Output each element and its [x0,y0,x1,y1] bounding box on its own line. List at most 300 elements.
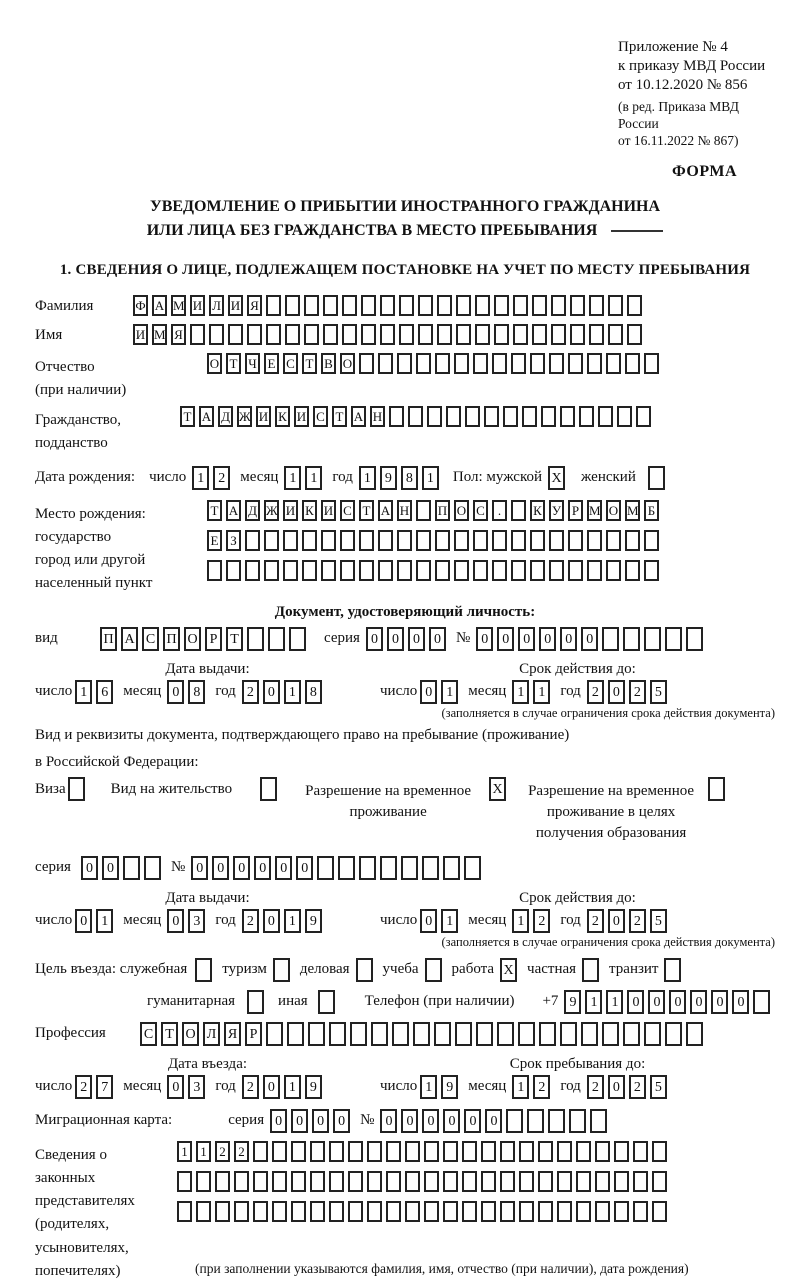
form-cell[interactable]: 9 [305,1075,322,1099]
form-cell[interactable] [481,1171,496,1192]
form-cell[interactable]: 1 [422,466,439,490]
form-cell[interactable] [253,1201,268,1222]
form-cell[interactable]: 2 [242,680,259,704]
form-cell[interactable] [289,627,306,651]
form-cell[interactable]: 0 [485,1109,502,1133]
form-cell[interactable] [625,353,640,374]
form-cell[interactable]: Д [218,406,233,427]
form-cell[interactable]: М [625,500,640,521]
form-cell[interactable] [196,1201,211,1222]
form-cell[interactable]: 0 [608,1075,625,1099]
form-cell[interactable]: Т [359,500,374,521]
form-cell[interactable]: 0 [263,680,280,704]
form-cell[interactable] [310,1171,325,1192]
form-cell[interactable] [272,1141,287,1162]
form-cell[interactable] [291,1201,306,1222]
form-cell[interactable] [462,1141,477,1162]
form-cell[interactable]: 1 [284,466,301,490]
form-cell[interactable]: 0 [75,909,92,933]
form-cell[interactable]: 0 [387,627,404,651]
form-cell[interactable] [503,406,518,427]
form-cell[interactable] [291,1141,306,1162]
form-cell[interactable]: И [294,406,309,427]
form-cell[interactable] [392,1022,409,1046]
form-cell[interactable] [434,1022,451,1046]
form-cell[interactable]: 1 [96,909,113,933]
form-cell[interactable] [302,560,317,581]
form-cell[interactable] [464,856,481,880]
form-cell[interactable]: Ф [133,295,148,316]
form-cell[interactable] [424,1141,439,1162]
form-cell[interactable] [511,530,526,551]
form-cell[interactable] [209,324,224,345]
form-cell[interactable] [608,324,623,345]
form-cell[interactable] [519,1141,534,1162]
form-cell[interactable]: 0 [254,856,271,880]
form-cell[interactable] [500,1171,515,1192]
form-cell[interactable] [359,856,376,880]
form-cell[interactable] [413,1022,430,1046]
form-cell[interactable] [397,560,412,581]
form-cell[interactable]: С [142,627,159,651]
form-cell[interactable] [443,856,460,880]
form-cell[interactable]: 0 [518,627,535,651]
form-cell[interactable] [247,627,264,651]
form-cell[interactable]: 1 [284,680,301,704]
form-cell[interactable]: 9 [441,1075,458,1099]
form-cell[interactable]: 0 [296,856,313,880]
form-cell[interactable]: О [184,627,201,651]
form-cell[interactable]: 2 [629,1075,646,1099]
form-cell[interactable] [568,353,583,374]
form-cell[interactable] [329,1201,344,1222]
form-cell[interactable] [456,295,471,316]
form-cell[interactable]: X [548,466,565,490]
form-cell[interactable] [435,560,450,581]
form-cell[interactable] [418,295,433,316]
form-cell[interactable]: С [313,406,328,427]
form-cell[interactable] [329,1022,346,1046]
form-cell[interactable] [318,990,335,1014]
form-cell[interactable]: П [163,627,180,651]
form-cell[interactable] [476,1022,493,1046]
form-cell[interactable] [378,353,393,374]
form-cell[interactable] [260,777,277,801]
form-cell[interactable] [513,324,528,345]
form-cell[interactable] [310,1141,325,1162]
form-cell[interactable] [590,1109,607,1133]
form-cell[interactable]: И [133,324,148,345]
form-cell[interactable] [215,1201,230,1222]
form-cell[interactable]: Ж [264,500,279,521]
form-cell[interactable] [348,1171,363,1192]
form-cell[interactable] [511,500,526,521]
form-cell[interactable] [123,856,140,880]
form-cell[interactable] [652,1171,667,1192]
form-cell[interactable]: А [152,295,167,316]
form-cell[interactable]: Л [203,1022,220,1046]
form-cell[interactable] [380,295,395,316]
form-cell[interactable]: 2 [629,909,646,933]
form-cell[interactable] [340,560,355,581]
form-cell[interactable]: 0 [191,856,208,880]
form-cell[interactable] [389,406,404,427]
form-cell[interactable]: Т [226,627,243,651]
form-cell[interactable]: 5 [650,680,667,704]
form-cell[interactable] [283,560,298,581]
form-cell[interactable]: С [473,500,488,521]
form-cell[interactable] [570,295,585,316]
form-cell[interactable] [644,353,659,374]
form-cell[interactable]: 6 [96,680,113,704]
form-cell[interactable]: 1 [305,466,322,490]
form-cell[interactable]: 0 [333,1109,350,1133]
form-cell[interactable]: Я [224,1022,241,1046]
form-cell[interactable]: К [275,406,290,427]
form-cell[interactable] [625,530,640,551]
form-cell[interactable] [401,856,418,880]
form-cell[interactable] [356,958,373,982]
form-cell[interactable]: 2 [533,1075,550,1099]
form-cell[interactable] [686,627,703,651]
form-cell[interactable] [518,1022,535,1046]
form-cell[interactable] [549,353,564,374]
form-cell[interactable]: С [140,1022,157,1046]
form-cell[interactable] [266,1022,283,1046]
form-cell[interactable]: 0 [581,627,598,651]
form-cell[interactable]: 1 [196,1141,211,1162]
form-cell[interactable]: А [226,500,241,521]
form-cell[interactable]: 0 [401,1109,418,1133]
form-cell[interactable] [633,1171,648,1192]
form-cell[interactable]: Т [332,406,347,427]
form-cell[interactable]: 7 [96,1075,113,1099]
form-cell[interactable]: Е [264,353,279,374]
form-cell[interactable]: А [199,406,214,427]
form-cell[interactable] [405,1171,420,1192]
form-cell[interactable]: О [182,1022,199,1046]
form-cell[interactable] [308,1022,325,1046]
form-cell[interactable]: С [283,353,298,374]
form-cell[interactable] [266,324,281,345]
form-cell[interactable]: 0 [608,909,625,933]
form-cell[interactable] [291,1171,306,1192]
form-cell[interactable] [595,1141,610,1162]
form-cell[interactable] [519,1201,534,1222]
form-cell[interactable] [416,560,431,581]
form-cell[interactable] [386,1141,401,1162]
form-cell[interactable]: 2 [629,680,646,704]
form-cell[interactable]: 8 [401,466,418,490]
form-cell[interactable]: 1 [75,680,92,704]
form-cell[interactable] [500,1141,515,1162]
form-cell[interactable]: К [530,500,545,521]
form-cell[interactable]: Р [245,1022,262,1046]
form-cell[interactable]: М [152,324,167,345]
form-cell[interactable] [644,530,659,551]
form-cell[interactable]: 1 [420,1075,437,1099]
form-cell[interactable] [606,353,621,374]
form-cell[interactable] [462,1171,477,1192]
form-cell[interactable]: 8 [305,680,322,704]
form-cell[interactable]: 2 [242,909,259,933]
form-cell[interactable] [644,1022,661,1046]
form-cell[interactable] [361,324,376,345]
form-cell[interactable]: 1 [512,909,529,933]
form-cell[interactable] [361,295,376,316]
form-cell[interactable] [416,500,431,521]
form-cell[interactable] [538,1201,553,1222]
form-cell[interactable] [465,406,480,427]
form-cell[interactable] [530,353,545,374]
form-cell[interactable] [329,1171,344,1192]
form-cell[interactable] [247,990,264,1014]
form-cell[interactable]: 0 [732,990,749,1014]
form-cell[interactable] [68,777,85,801]
form-cell[interactable] [644,627,661,651]
form-cell[interactable] [587,530,602,551]
form-cell[interactable] [500,1201,515,1222]
form-cell[interactable] [633,1141,648,1162]
form-cell[interactable]: 9 [564,990,581,1014]
form-cell[interactable] [437,295,452,316]
form-cell[interactable] [602,1022,619,1046]
form-cell[interactable]: 0 [539,627,556,651]
form-cell[interactable] [446,406,461,427]
form-cell[interactable] [253,1141,268,1162]
form-cell[interactable] [664,958,681,982]
form-cell[interactable] [359,353,374,374]
form-cell[interactable] [557,1141,572,1162]
form-cell[interactable] [587,560,602,581]
form-cell[interactable]: 3 [188,909,205,933]
form-cell[interactable]: 1 [606,990,623,1014]
form-cell[interactable]: 0 [408,627,425,651]
form-cell[interactable]: 3 [188,1075,205,1099]
form-cell[interactable] [494,295,509,316]
form-cell[interactable] [549,530,564,551]
form-cell[interactable] [425,958,442,982]
form-cell[interactable] [557,1201,572,1222]
form-cell[interactable] [386,1171,401,1192]
form-cell[interactable] [557,1171,572,1192]
form-cell[interactable]: Н [370,406,385,427]
form-cell[interactable] [285,295,300,316]
form-cell[interactable] [443,1201,458,1222]
form-cell[interactable]: 1 [441,909,458,933]
form-cell[interactable] [636,406,651,427]
form-cell[interactable] [416,353,431,374]
form-cell[interactable] [455,1022,472,1046]
form-cell[interactable] [304,295,319,316]
form-cell[interactable] [652,1141,667,1162]
form-cell[interactable]: 0 [608,680,625,704]
form-cell[interactable] [264,530,279,551]
form-cell[interactable] [283,530,298,551]
form-cell[interactable]: 0 [167,1075,184,1099]
form-cell[interactable] [196,1171,211,1192]
form-cell[interactable] [539,1022,556,1046]
form-cell[interactable] [644,560,659,581]
form-cell[interactable] [506,1109,523,1133]
form-cell[interactable] [416,530,431,551]
form-cell[interactable] [576,1201,591,1222]
form-cell[interactable] [367,1171,382,1192]
form-cell[interactable] [302,530,317,551]
form-cell[interactable] [576,1141,591,1162]
form-cell[interactable]: И [190,295,205,316]
form-cell[interactable] [399,295,414,316]
form-cell[interactable] [273,958,290,982]
form-cell[interactable] [511,353,526,374]
form-cell[interactable]: 1 [441,680,458,704]
form-cell[interactable]: 0 [167,680,184,704]
form-cell[interactable]: 1 [359,466,376,490]
form-cell[interactable]: 0 [291,1109,308,1133]
form-cell[interactable] [614,1141,629,1162]
form-cell[interactable] [329,1141,344,1162]
form-cell[interactable]: Я [247,295,262,316]
form-cell[interactable]: 1 [177,1141,192,1162]
form-cell[interactable]: 0 [312,1109,329,1133]
form-cell[interactable] [342,295,357,316]
form-cell[interactable] [497,1022,514,1046]
form-cell[interactable] [380,324,395,345]
form-cell[interactable] [215,1171,230,1192]
form-cell[interactable]: И [228,295,243,316]
form-cell[interactable] [367,1141,382,1162]
form-cell[interactable] [435,530,450,551]
form-cell[interactable] [570,324,585,345]
form-cell[interactable] [652,1201,667,1222]
form-cell[interactable] [454,530,469,551]
form-cell[interactable] [625,560,640,581]
form-cell[interactable] [359,530,374,551]
form-cell[interactable] [576,1171,591,1192]
form-cell[interactable] [527,1109,544,1133]
form-cell[interactable] [266,295,281,316]
form-cell[interactable] [560,406,575,427]
form-cell[interactable]: З [226,530,241,551]
form-cell[interactable] [462,1201,477,1222]
form-cell[interactable] [272,1171,287,1192]
form-cell[interactable]: Т [207,500,222,521]
form-cell[interactable]: 0 [429,627,446,651]
form-cell[interactable]: О [606,500,621,521]
form-cell[interactable]: 2 [587,1075,604,1099]
form-cell[interactable]: 2 [242,1075,259,1099]
form-cell[interactable] [530,560,545,581]
form-cell[interactable] [408,406,423,427]
form-cell[interactable] [245,530,260,551]
form-cell[interactable]: П [100,627,117,651]
form-cell[interactable] [380,856,397,880]
form-cell[interactable]: 1 [585,990,602,1014]
form-cell[interactable]: 1 [284,909,301,933]
form-cell[interactable]: 0 [497,627,514,651]
form-cell[interactable] [595,1201,610,1222]
form-cell[interactable]: 9 [305,909,322,933]
form-cell[interactable] [568,560,583,581]
form-cell[interactable] [177,1171,192,1192]
form-cell[interactable] [595,1171,610,1192]
form-cell[interactable]: Н [397,500,412,521]
form-cell[interactable] [177,1201,192,1222]
form-cell[interactable]: 2 [587,680,604,704]
form-cell[interactable] [207,560,222,581]
form-cell[interactable]: 0 [81,856,98,880]
form-cell[interactable] [579,406,594,427]
form-cell[interactable]: О [207,353,222,374]
form-cell[interactable]: 0 [212,856,229,880]
form-cell[interactable]: Л [209,295,224,316]
form-cell[interactable] [397,530,412,551]
form-cell[interactable] [304,324,319,345]
form-cell[interactable] [323,324,338,345]
form-cell[interactable] [560,1022,577,1046]
form-cell[interactable] [473,530,488,551]
form-cell[interactable] [475,324,490,345]
form-cell[interactable]: 0 [167,909,184,933]
form-cell[interactable] [549,560,564,581]
form-cell[interactable]: Т [161,1022,178,1046]
form-cell[interactable] [405,1141,420,1162]
form-cell[interactable] [602,627,619,651]
form-cell[interactable]: И [283,500,298,521]
form-cell[interactable] [708,777,725,801]
form-cell[interactable]: Т [302,353,317,374]
form-cell[interactable]: И [256,406,271,427]
form-cell[interactable] [348,1201,363,1222]
form-cell[interactable]: О [454,500,469,521]
form-cell[interactable]: Р [205,627,222,651]
form-cell[interactable] [287,1022,304,1046]
form-cell[interactable]: Д [245,500,260,521]
form-cell[interactable] [338,856,355,880]
form-cell[interactable]: М [171,295,186,316]
form-cell[interactable] [245,560,260,581]
form-cell[interactable] [456,324,471,345]
form-cell[interactable]: 2 [215,1141,230,1162]
form-cell[interactable] [519,1171,534,1192]
form-cell[interactable]: 0 [443,1109,460,1133]
form-cell[interactable]: 8 [188,680,205,704]
form-cell[interactable]: 1 [284,1075,301,1099]
form-cell[interactable] [614,1201,629,1222]
form-cell[interactable]: 0 [422,1109,439,1133]
form-cell[interactable] [234,1171,249,1192]
form-cell[interactable]: 0 [476,627,493,651]
form-cell[interactable] [253,1171,268,1192]
form-cell[interactable] [614,1171,629,1192]
form-cell[interactable]: А [351,406,366,427]
form-cell[interactable] [538,1171,553,1192]
form-cell[interactable] [359,560,374,581]
form-cell[interactable]: Т [226,353,241,374]
form-cell[interactable] [454,560,469,581]
form-cell[interactable]: 0 [464,1109,481,1133]
form-cell[interactable] [367,1201,382,1222]
form-cell[interactable]: 5 [650,909,667,933]
form-cell[interactable] [589,295,604,316]
form-cell[interactable] [247,324,262,345]
form-cell[interactable]: 0 [275,856,292,880]
form-cell[interactable] [548,1109,565,1133]
form-cell[interactable]: Ж [237,406,252,427]
form-cell[interactable] [399,324,414,345]
form-cell[interactable] [532,324,547,345]
form-cell[interactable] [340,530,355,551]
